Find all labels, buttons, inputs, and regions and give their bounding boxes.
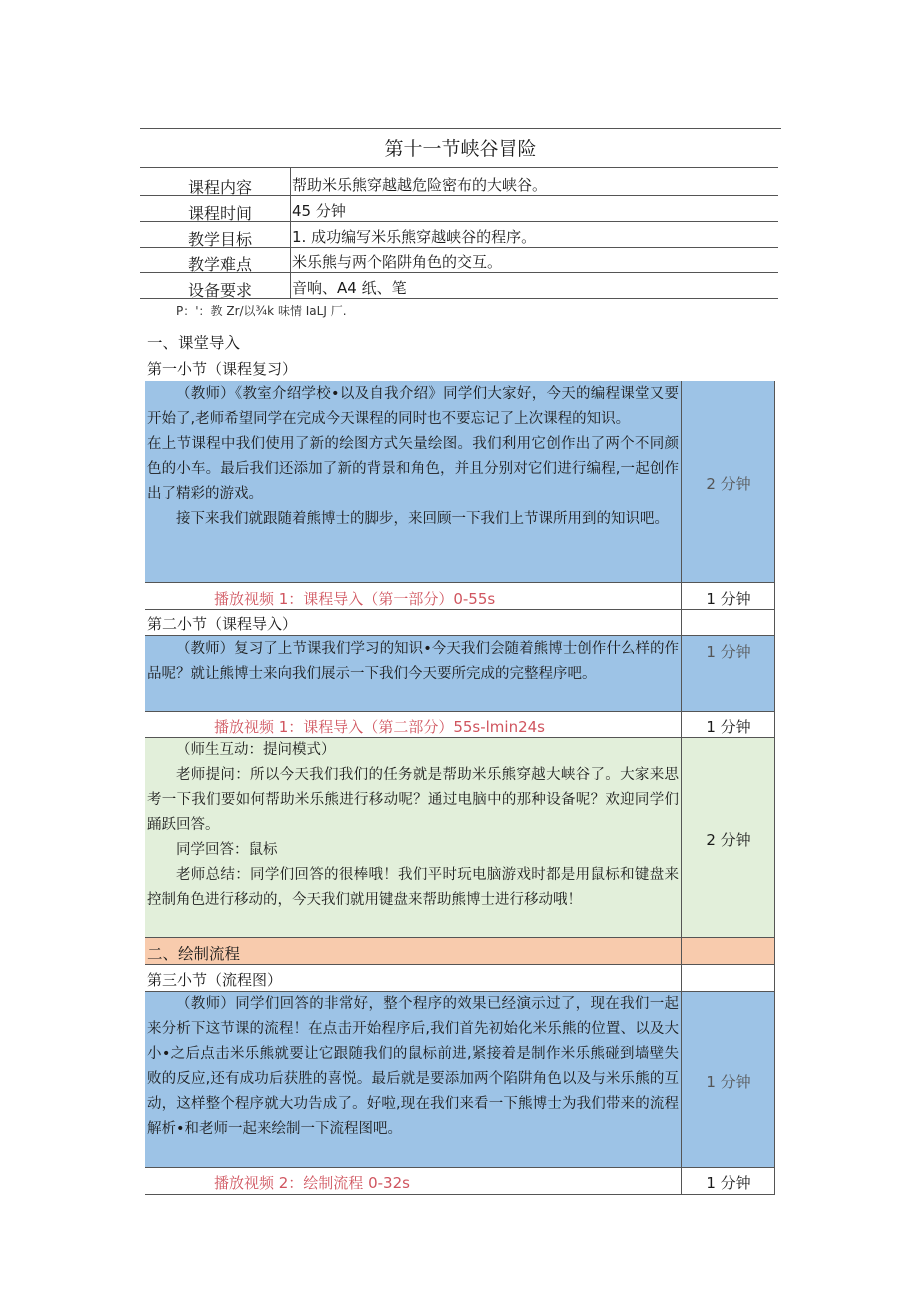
info-label-content: 课程内容 — [187, 178, 252, 197]
info-value-time: 45 分钟 — [292, 202, 346, 220]
garbled-note: P：'：教 Zr/以¾k 味情 IaLJ 厂. — [176, 304, 347, 318]
intro-paragraph: （教师）复习了上节课我们学习的知识•今天我们会随着熊博士创作什么样的作品呢？就让熊博士来向我们展示一下我们今天要所完成的完整程序吧。 — [147, 641, 679, 682]
section-heading-intro: 一、课堂导入 — [147, 334, 241, 352]
subsection-heading-flowchart: 第三小节（流程图） — [147, 971, 283, 989]
video-link-intro-part1[interactable]: 播放视频 1：课程导入（第一部分）0-55s — [214, 590, 496, 608]
video-time: 1 分钟 — [706, 590, 751, 608]
column-divider — [290, 167, 291, 298]
rule — [140, 195, 778, 196]
subsection-heading-intro: 第二小节（课程导入） — [147, 615, 298, 633]
time-column-divider — [681, 381, 682, 1194]
table-top-rule — [140, 128, 781, 129]
rule — [140, 221, 778, 222]
rule — [140, 247, 778, 248]
info-value-goal: 1. 成功编写米乐熊穿越峡谷的程序。 — [292, 228, 537, 246]
info-label-time: 课程时间 — [187, 204, 252, 223]
interaction-paragraph: 老师提问：所以今天我们我们的任务就是帮助米乐熊穿越大峡谷了。大家来思考一下我们要如何帮助米乐熊进行移动呢？通过电脑中的那种设备呢？欢迎同学们踊跃回答。 — [147, 767, 679, 833]
right-border — [774, 381, 775, 1194]
video-link-flow[interactable]: 播放视频 2：绘制流程 0-32s — [214, 1174, 410, 1192]
video-link-intro-part2[interactable]: 播放视频 1：课程导入（第二部分）55s-lmin24s — [214, 718, 545, 736]
intro-time: 1 分钟 — [706, 643, 751, 661]
interaction-paragraph: （师生互动：提问模式） — [176, 742, 336, 758]
review-time: 2 分钟 — [706, 475, 751, 493]
review-text — [145, 382, 681, 532]
video-time: 1 分钟 — [706, 718, 751, 736]
flowchart-paragraph: （教师）同学们回答的非常好，整个程序的效果已经演示过了，现在我们一起来分析下这节课的流程！在点击开始程序后,我们首先初始化米乐熊的位置、以及大小•之后点击米乐熊就要让它跟随我们的鼠标前进,紧接着是制作米乐熊碰到墙壁失败的反应,还有成功后获胜的喜悦。最后就是要添加两个陷阱角色以及与米乐熊的互动，这样整个程序就大功告成了。好啦,现在我们来看一下熊博士为我们带来的流程解析•和老师一起来绘制一下流程图吧。 — [147, 996, 679, 1137]
review-paragraph: 在上节课程中我们使用了新的绘图方式矢量绘图。我们利用它创作出了两个不同颜色的小车。最后我们还添加了新的背景和角色，并且分别对它们进行编程,一起创作出了精彩的游戏。 — [147, 436, 679, 502]
flowchart-text — [145, 992, 681, 1142]
rule — [145, 1194, 775, 1195]
review-paragraph: （教师）《教室介绍学校•以及自我介绍》同学们大家好，今天的编程课堂又要开始了,老师希望同学在完成今天课程的同时也不要忘记了上次课程的知识。 — [147, 386, 679, 427]
rule — [140, 167, 778, 168]
subsection-heading-review: 第一小节（课程复习） — [147, 360, 298, 378]
intro-text — [145, 637, 681, 687]
info-value-difficulty: 米乐熊与两个陷阱角色的交互。 — [292, 253, 503, 271]
review-paragraph: 接下来我们就跟随着熊博士的脚步，来回顾一下我们上节课所用到的知识吧。 — [176, 511, 669, 527]
rule — [140, 298, 778, 299]
video-time: 1 分钟 — [706, 1174, 751, 1192]
interaction-paragraph: 老师总结：同学们回答的很棒哦！我们平时玩电脑游戏时都是用鼠标和键盘来控制角色进行移动的，今天我们就用键盘来帮助熊博士进行移动哦！ — [147, 867, 679, 908]
info-label-equipment: 设备要求 — [187, 281, 252, 300]
info-value-content: 帮助米乐熊穿越越危险密布的大峡谷。 — [292, 176, 548, 194]
info-value-equipment: 音响、A4 纸、笔 — [292, 279, 407, 297]
info-label-goal: 教学目标 — [187, 230, 252, 249]
interaction-text — [145, 738, 681, 913]
rule — [140, 272, 778, 273]
info-label-difficulty: 教学难点 — [187, 255, 252, 274]
interaction-paragraph: 同学回答：鼠标 — [176, 842, 278, 858]
interaction-time: 2 分钟 — [706, 831, 751, 849]
page-title: 第十一节峡谷冒险 — [384, 138, 537, 160]
flowchart-time: 1 分钟 — [706, 1073, 751, 1091]
section-heading-flow: 二、绘制流程 — [147, 945, 241, 963]
